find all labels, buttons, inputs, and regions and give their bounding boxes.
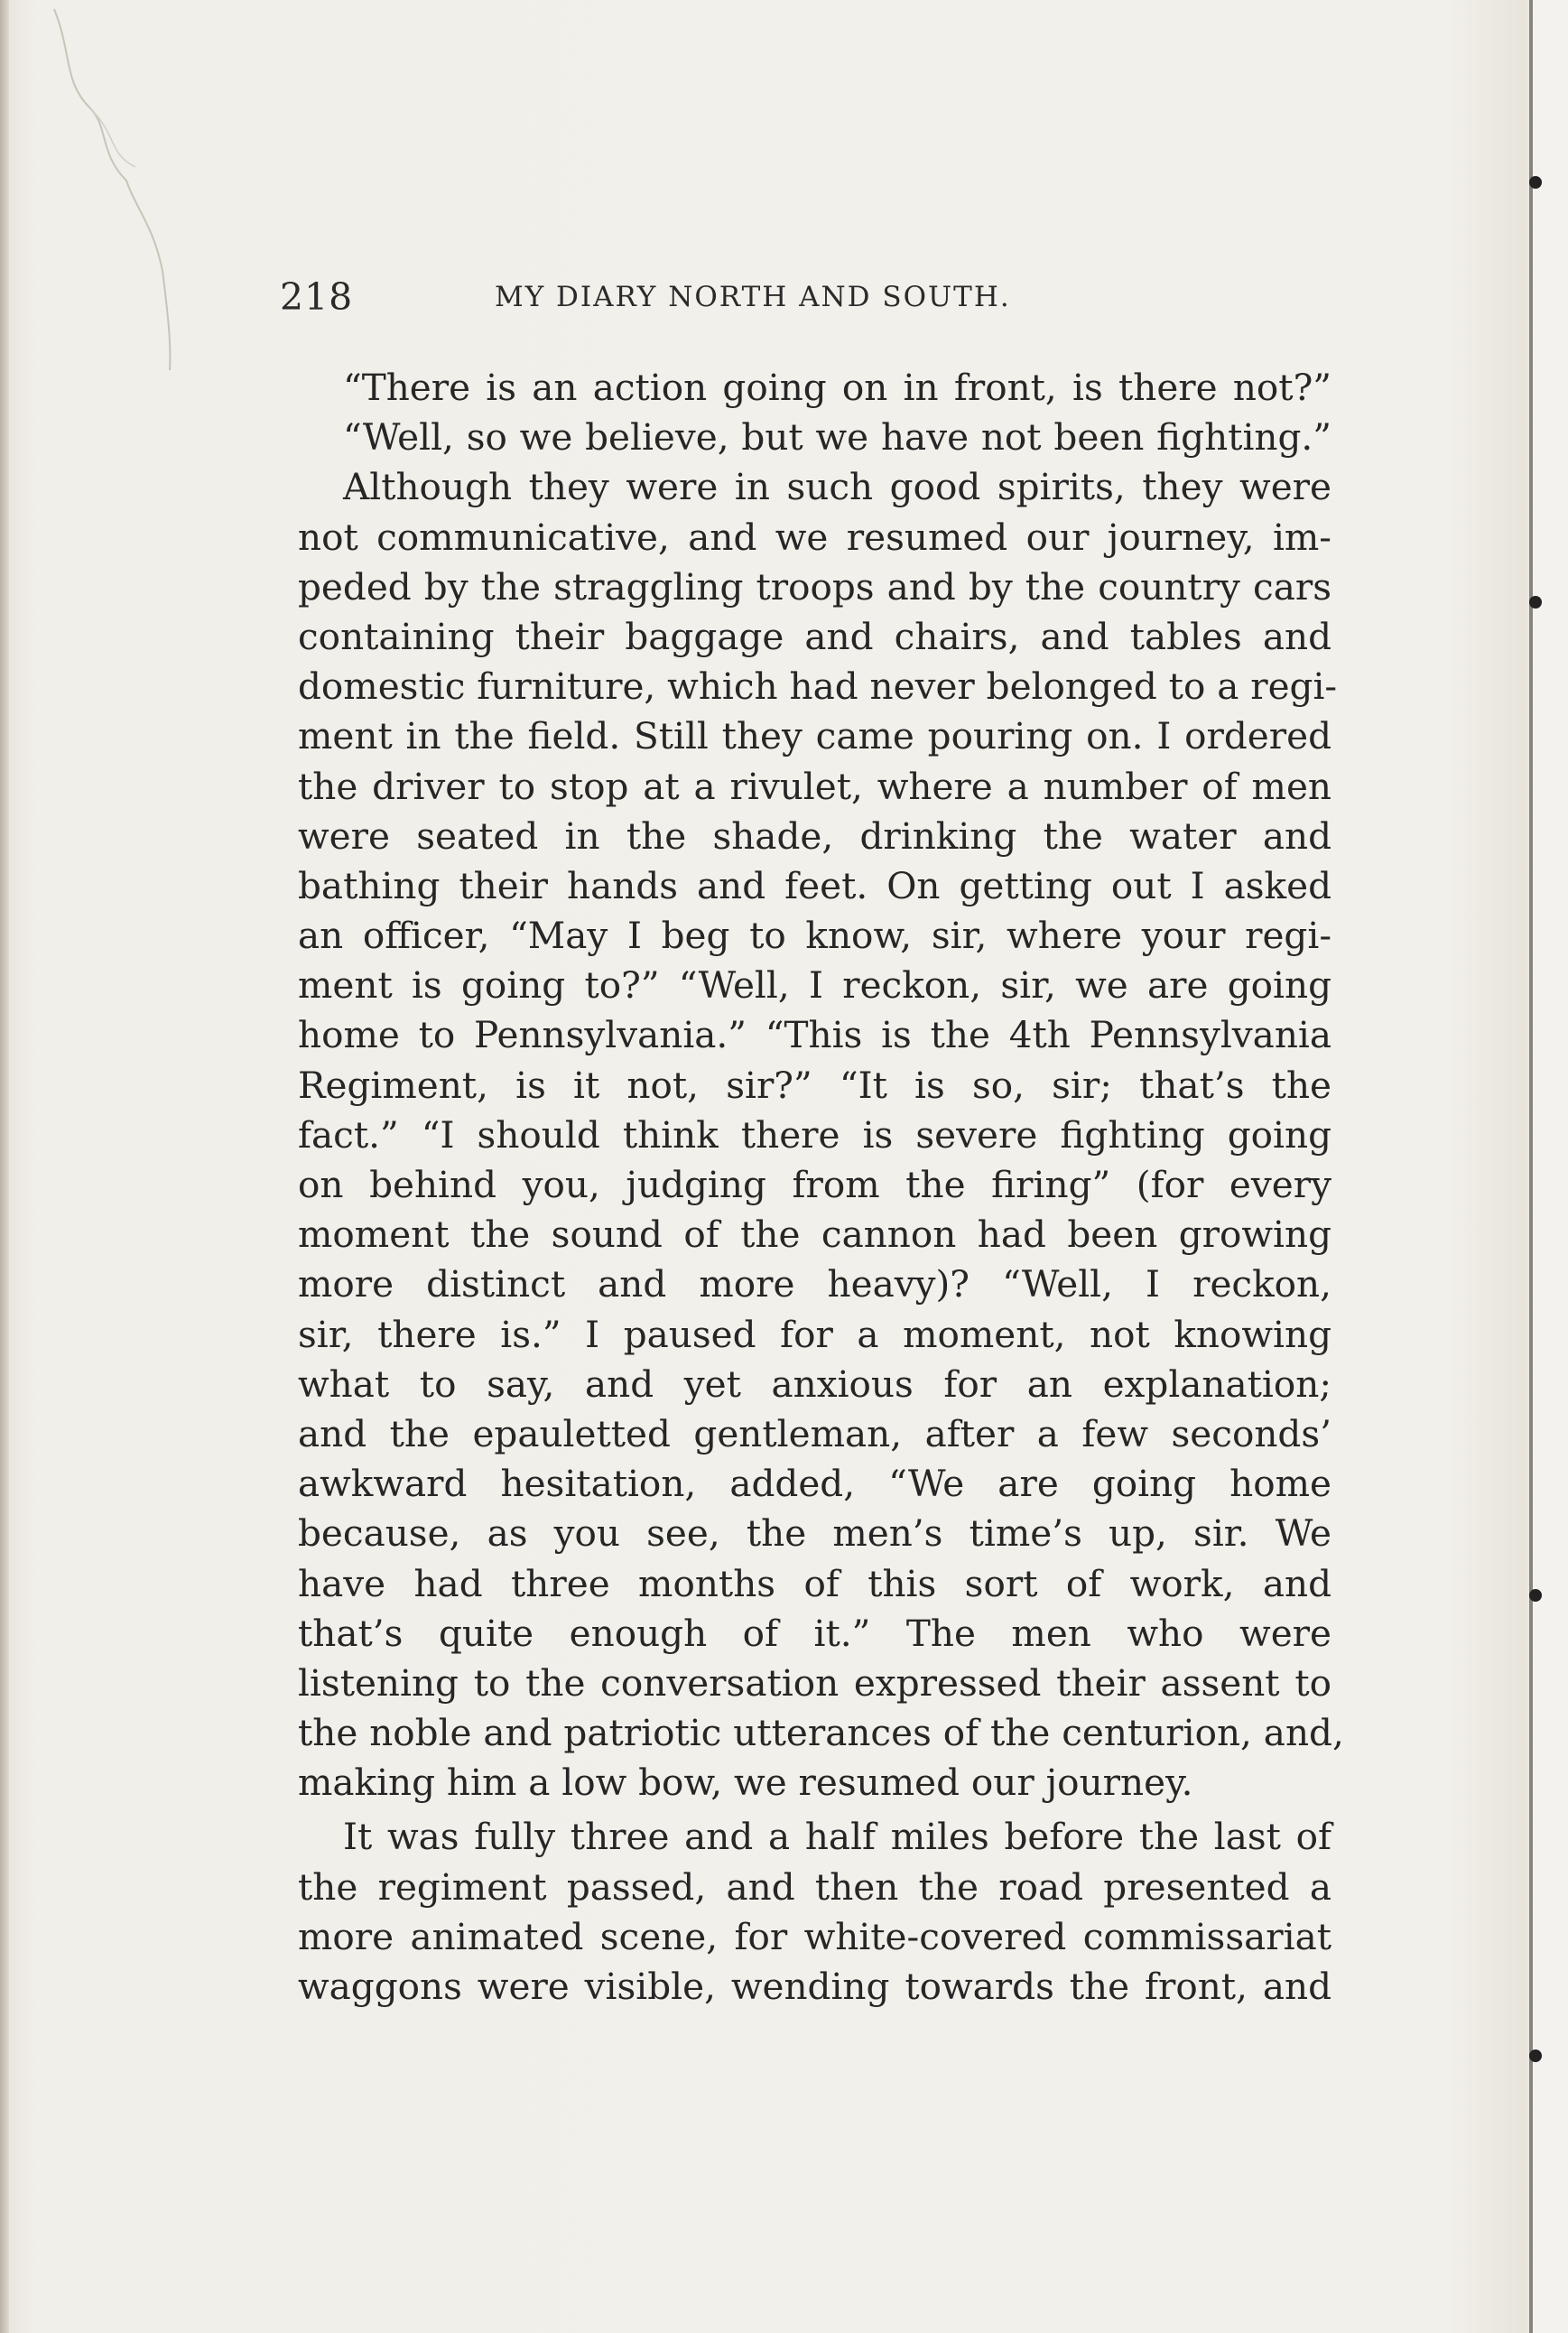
- text-line: fact.” “I should think there is severe fighting going: [298, 1112, 1331, 1157]
- binding-hole-mark: [1529, 1589, 1542, 1602]
- page-number: 218: [280, 275, 354, 319]
- text-line: ment in the field. Still they came pouring on. I ordered: [298, 714, 1331, 758]
- text-line: were seated in the shade, drinking the water and: [298, 813, 1331, 858]
- text-line: “There is an action going on in front, is there not?”: [343, 366, 1331, 409]
- text-line: and the epauletted gentleman, after a few seconds’: [298, 1411, 1331, 1455]
- text-line: awkward hesitation, added, “We are going home: [298, 1462, 1331, 1506]
- text-line: Although they were in such good spirits, they were: [343, 465, 1331, 509]
- text-line: the driver to stop at a rivulet, where a number of men: [298, 764, 1331, 808]
- binding-hole-mark: [1529, 2050, 1542, 2062]
- text-line: sir, there is.” I paused for a moment, not knowing: [298, 1312, 1331, 1356]
- binding-hole-mark: [1529, 596, 1542, 609]
- page-header: [280, 275, 1345, 330]
- text-line: what to say, and yet anxious for an explanation;: [298, 1362, 1331, 1406]
- running-title: MY DIARY NORTH AND SOUTH.: [495, 281, 1011, 313]
- text-line: on behind you, judging from the firing” (for every: [298, 1163, 1331, 1206]
- text-line: more animated scene, for white-covered commissariat: [298, 1914, 1331, 1958]
- text-line: the regiment passed, and then the road presented a: [298, 1864, 1331, 1909]
- text-line: an officer, “May I beg to know, sir, where your regi-: [298, 914, 1331, 958]
- text-line: home to Pennsylvania.” “This is the 4th Pennsylvania: [298, 1013, 1331, 1057]
- text-line: Regiment, is it not, sir?” “It is so, sir; that’s the: [298, 1063, 1331, 1107]
- text-line: “Well, so we believe, but we have not been fighting.”: [343, 415, 1331, 460]
- text-line: making him a low bow, we resumed our journey.: [298, 1761, 1193, 1805]
- text-line: because, as you see, the men’s time’s up, sir. We: [298, 1511, 1331, 1556]
- text-line: domestic furniture, which had never belonged to a regi-: [298, 665, 1338, 709]
- text-line: bathing their hands and feet. On getting out I asked: [298, 863, 1331, 907]
- text-line: It was fully three and a half miles before the last of: [343, 1815, 1331, 1859]
- body-text: [298, 363, 1344, 2012]
- text-line: the noble and patriotic utterances of the centurion, and,: [298, 1711, 1344, 1755]
- text-line: that’s quite enough of it.” The men who were: [298, 1611, 1331, 1655]
- text-line: moment the sound of the cannon had been growing: [298, 1213, 1331, 1257]
- paper-tear-mark: [36, 0, 172, 379]
- text-line: more distinct and more heavy)? “Well, I reckon,: [298, 1262, 1331, 1306]
- binding-hole-mark: [1529, 176, 1542, 189]
- page-left-edge: [0, 0, 9, 2333]
- text-line: not communicative, and we resumed our journey, im-: [298, 515, 1331, 559]
- text-line: ment is going to?” “Well, I reckon, sir, we are going: [298, 963, 1331, 1008]
- text-line: peded by the straggling troops and by the country cars: [298, 564, 1331, 609]
- text-line: containing their baggage and chairs, and tables and: [298, 614, 1331, 658]
- text-line: waggons were visible, wending towards the front, and: [298, 1965, 1331, 2008]
- page-right-margin: [1533, 0, 1568, 2333]
- text-line: listening to the conversation expressed their assent to: [298, 1660, 1331, 1705]
- text-line: have had three months of this sort of work, and: [298, 1561, 1331, 1605]
